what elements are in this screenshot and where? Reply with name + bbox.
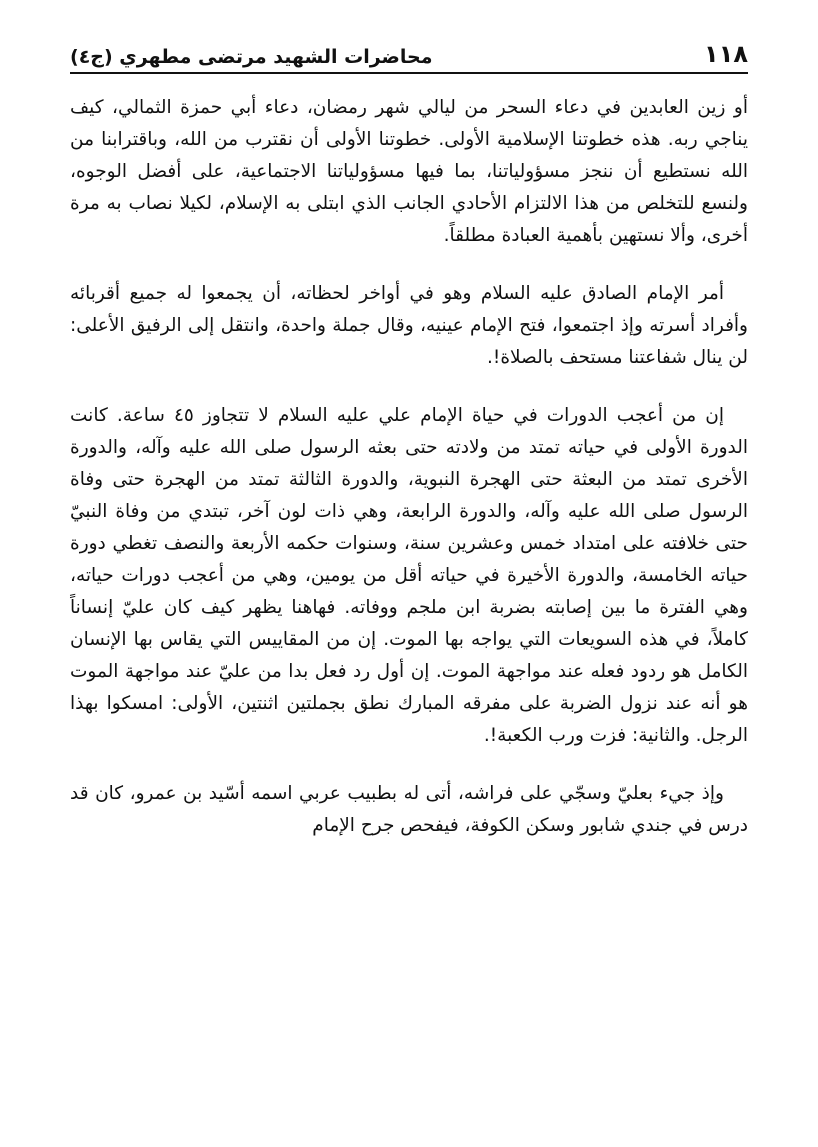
body-text xyxy=(70,92,748,842)
page-number: ١١٨ xyxy=(704,40,748,68)
paragraph-4: وإذ جيء بعليّ وسجّي على فراشه، أتى له بطبيب عربي اسمه أسّيد بن عمرو، كان قد درس في جندي شابور وسكن الكوفة، فيفحص جرح الإمام xyxy=(70,783,748,836)
paragraph-gap xyxy=(70,752,748,778)
paragraph-1: أو زين العابدين في دعاء السحر من ليالي شهر رمضان، دعاء أبي حمزة الثمالي، كيف يناجي ربه. هذه خطوتنا الإسلامية الأولى. خطوتنا الأولى أن نقترب من الله، وباقترابنا من الله نستطيع أن ننجز مسؤولياتنا، بما فيها مسؤولياتنا الاجتماعية، على أفضل الوجوه، ولنسع للتخلص من هذا الالتزام الأحادي الجانب الذي ابتلى به الإسلام، لكيلا نصاب به مرة أخرى، وألا نستهين بأهمية العبادة مطلقاً. xyxy=(70,97,748,246)
paragraph-3: إن من أعجب الدورات في حياة الإمام علي عليه السلام لا تتجاوز ٤٥ ساعة. كانت الدورة الأولى في حياته تمتد من ولادته حتى بعثه الرسول صلى الله عليه وآله، والدورة الأخرى تمتد من البعثة حتى الهجرة النبوية، والدورة الثالثة تمتد من الهجرة حتى وفاة الرسول صلى الله عليه وآله، والدورة الرابعة، وهي ذات لون آخر، تبتدي من وفاة النبيّ حتى خلافته على امتداد خمس وعشرين سنة، وسنوات حكمه الأربعة والنصف تغطي دورة حياته الخامسة، والدورة الأخيرة في حياته أقل من يومين، وهي من أعجب دورات حياته، وهي الفترة ما بين إصابته بضربة ابن ملجم ووفاته. فهاهنا يظهر كيف كان عليّ إنساناً كاملاً، في هذه السويعات التي يواجه بها الموت. إن من المقاييس التي يقاس بها الإنسان الكامل هو ردود فعله عند مواجهة الموت. إن أول رد فعل بدا من عليّ عند مواجهة الموت هو أنه عند نزول الضربة على مفرقه المبارك نطق بجملتين اثنتين، الأولى: امسكوا بهذا الرجل. والثانية: فزت ورب الكعبة!. xyxy=(70,405,748,746)
page-header xyxy=(70,28,748,74)
paragraph-2: أمر الإمام الصادق عليه السلام وهو في أواخر لحظاته، أن يجمعوا له جميع أقربائه وأفراد أسرته وإذ اجتمعوا، فتح الإمام عينيه، وقال جملة واحدة، وانتقل إلى الرفيق الأعلى: لن ينال شفاعتنا مستحف بالصلاة!. xyxy=(70,283,748,368)
paragraph-gap xyxy=(70,374,748,400)
paragraph-gap xyxy=(70,252,748,278)
running-title: محاضرات الشهيد مرتضى مطهري (ج٤) xyxy=(70,46,433,68)
